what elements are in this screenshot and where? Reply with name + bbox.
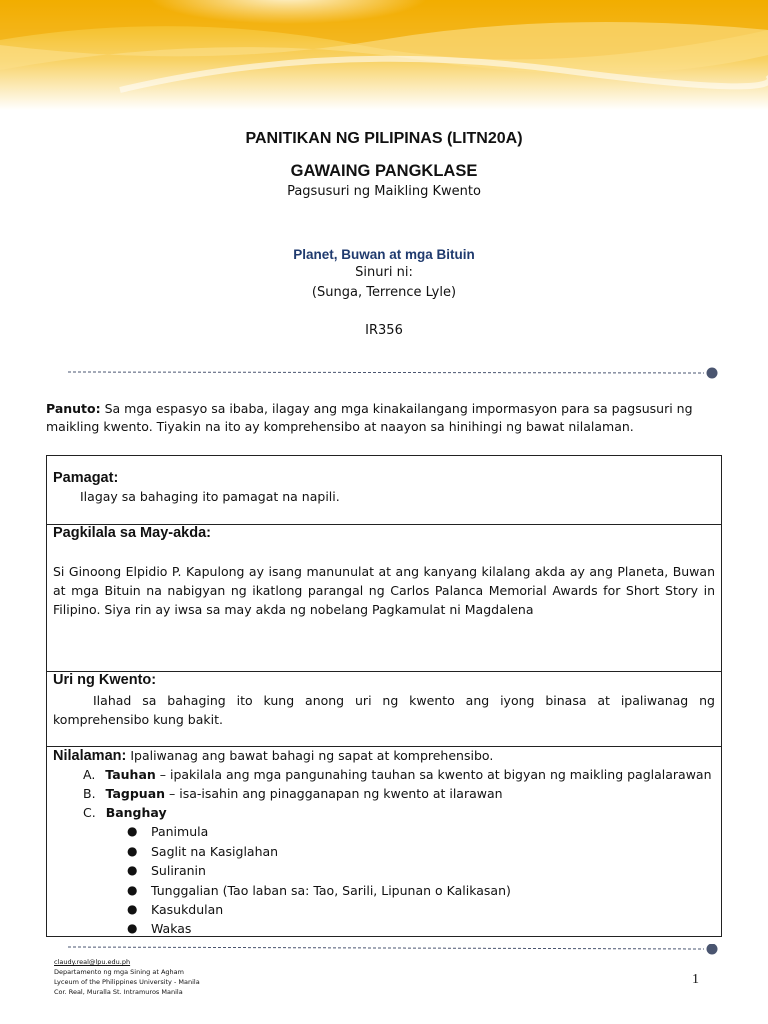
list-item-letter: A. bbox=[83, 767, 96, 782]
banner-graphic bbox=[0, 0, 768, 110]
banghay-item bbox=[127, 824, 208, 839]
footer-email[interactable]: claudy.real@lpu.edu.ph bbox=[54, 958, 131, 966]
activity-subtitle: Pagsusuri ng Maikling Kwento bbox=[287, 184, 481, 199]
uri-label: Uri ng Kwento: bbox=[53, 672, 157, 688]
banghay-item-label: Wakas bbox=[151, 921, 192, 936]
activity-title: GAWAING PANGKLASE bbox=[290, 162, 478, 180]
bullet-icon: ● bbox=[127, 902, 138, 916]
instructions-label: Panuto: bbox=[46, 401, 101, 416]
banghay-item bbox=[127, 902, 223, 917]
bullet-icon: ● bbox=[127, 921, 138, 935]
nilalaman-intro: Ipaliwanag ang bawat bahagi ng sapat at komprehensibo. bbox=[126, 748, 494, 763]
list-item-term: Tauhan bbox=[105, 767, 156, 782]
list-item bbox=[83, 786, 503, 801]
banghay-item bbox=[127, 921, 191, 936]
banghay-item-label: Tunggalian (Tao laban sa: Tao, Sarili, Lipunan o Kalikasan) bbox=[151, 883, 511, 898]
list-item-desc: – ipakilala ang mga pangunahing tauhan sa kwento at bigyan ng maikling paglalarawan bbox=[155, 767, 712, 782]
footer-divider bbox=[68, 944, 718, 956]
banghay-item-label: Suliranin bbox=[151, 863, 206, 878]
analysis-table bbox=[46, 455, 722, 937]
header-banner bbox=[0, 0, 768, 110]
story-title: Planet, Buwan at mga Bituin bbox=[293, 247, 475, 262]
instructions-text: Sa mga espasyo sa ibaba, ilagay ang mga kinakailangang impormasyon para sa pagsusuri ng maikling kwento. Tiyakin na ito ay komprehensibo at naayon sa hinihingi ng bawat nilalaman. bbox=[46, 401, 693, 434]
page-number: 1 bbox=[692, 972, 699, 987]
banghay-item bbox=[127, 883, 511, 898]
nilalaman-heading bbox=[53, 747, 493, 765]
reviewer-name: (Sunga, Terrence Lyle) bbox=[311, 285, 457, 300]
uri-text: Ilahad sa bahaging ito kung anong uri ng kwento ang iyong binasa at ipaliwanag ng komprehensibo kung bakit. bbox=[53, 693, 715, 727]
may-akda-text: Si Ginoong Elpidio P. Kapulong ay isang manunulat at ang kanyang kilalang akda ay ang Planeta, Buwan at mga Bituin na nabigyan ng ikatlong parangal ng Carlos Palanca Memorial Awards for Short Story in Filipino. Siya rin ay iwsa sa may akda ng nobelang Pagkamulat ni Magdalena bbox=[53, 564, 715, 617]
list-item-letter: B. bbox=[83, 786, 96, 801]
footer-university: Lyceum of the Philippines University - Manila bbox=[54, 978, 200, 986]
footer-department: Departamento ng mga Sining at Agham bbox=[54, 968, 184, 976]
may-akda-cell[interactable] bbox=[47, 525, 721, 672]
banghay-item-label: Kasukdulan bbox=[151, 902, 224, 917]
list-item-desc: – isa-isahin ang pinagganapan ng kwento at ilarawan bbox=[165, 786, 503, 801]
list-item-term: Banghay bbox=[105, 805, 167, 820]
may-akda-label: Pagkilala sa May-akda: bbox=[53, 525, 211, 541]
pamagat-cell[interactable] bbox=[47, 456, 721, 525]
list-item bbox=[83, 805, 167, 820]
bullet-icon: ● bbox=[127, 824, 138, 838]
nilalaman-label: Nilalaman: bbox=[53, 748, 127, 764]
pamagat-text: Ilagay sa bahaging ito pamagat na napili. bbox=[80, 489, 340, 504]
list-item-letter: C. bbox=[83, 805, 96, 820]
course-title: PANITIKAN NG PILIPINAS (LITN20A) bbox=[245, 130, 523, 147]
banghay-item bbox=[127, 863, 206, 878]
bullet-icon: ● bbox=[127, 883, 138, 897]
section-code: IR356 bbox=[365, 323, 403, 338]
banghay-item-label: Panimula bbox=[151, 824, 209, 839]
bullet-icon: ● bbox=[127, 863, 138, 877]
footer-address: Cor. Real, Muralla St. Intramuros Manila bbox=[54, 988, 183, 996]
top-divider bbox=[68, 367, 718, 379]
list-item-term: Tagpuan bbox=[105, 786, 166, 801]
bullet-icon: ● bbox=[127, 844, 138, 858]
uri-cell[interactable] bbox=[47, 672, 721, 747]
reviewed-by-label: Sinuri ni: bbox=[355, 265, 413, 280]
list-item bbox=[83, 767, 712, 782]
banghay-item-label: Saglit na Kasiglahan bbox=[151, 844, 279, 859]
pamagat-label: Pamagat: bbox=[53, 470, 119, 486]
instructions bbox=[46, 400, 722, 436]
banghay-item bbox=[127, 844, 278, 859]
nilalaman-cell[interactable] bbox=[47, 747, 721, 936]
